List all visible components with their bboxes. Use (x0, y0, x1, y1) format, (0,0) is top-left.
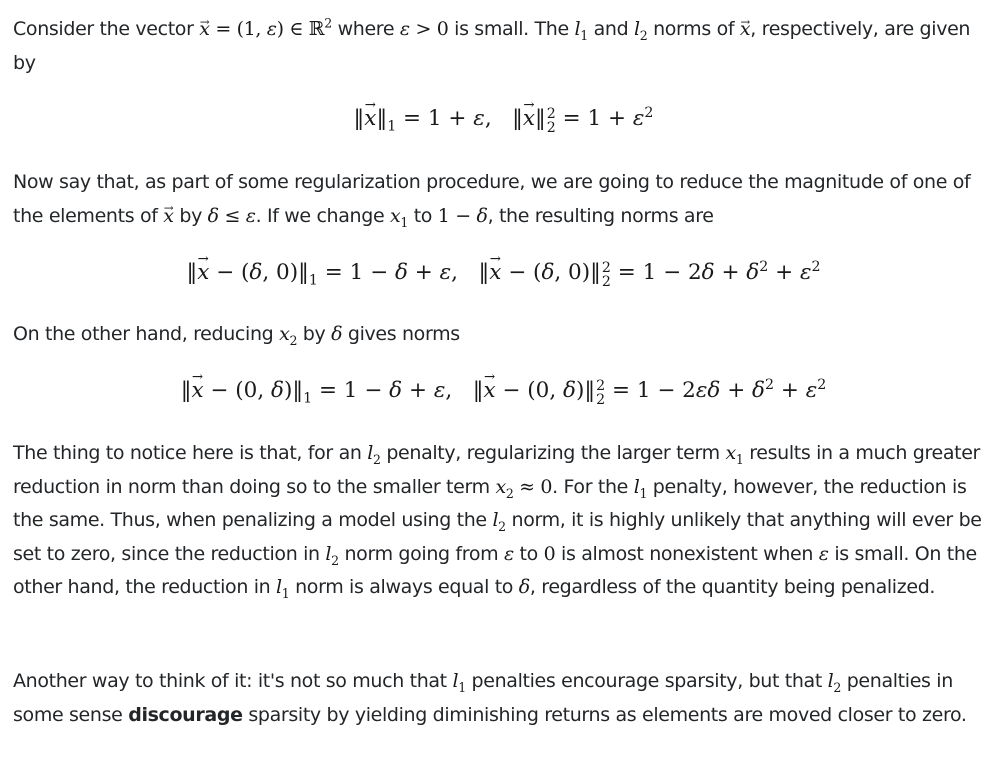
math-l1: $l_1$ (276, 576, 290, 602)
p2-text-d: to (413, 204, 433, 227)
math-l2: $l_2$ (325, 542, 339, 568)
math-vec-x: → x (163, 205, 173, 227)
p4-text-b: penalty, regularizing the larger term (386, 442, 720, 464)
p5-text-b: penalties encourage sparsity, but that (471, 670, 822, 692)
math-l1: $l_1$ (574, 18, 588, 43)
p4-text-e: penalty, however, the reduction is the same. Thus, when penalizing a model using the (13, 475, 967, 532)
p4-text-d: . For the (552, 475, 628, 498)
p4-text-i: is almost nonexistent when (561, 542, 814, 565)
p4-text-l: , regardless of the quantity being penalized. (529, 576, 936, 599)
math-x1: $x_1$ (390, 204, 408, 230)
math-eps: ε (818, 542, 829, 565)
p4-text-f: norm, it is highly unlikely that anything will ever be set to zero, since the reduction in (13, 509, 982, 565)
p1-text-a: Consider the vector (13, 18, 194, 40)
math-vec-x: → x (740, 18, 750, 40)
p4-text-j: is small. On the other hand, the reduction in (13, 542, 977, 599)
math-l1: $l_1$ (633, 475, 648, 501)
p4-text-a: The thing to notice here is that, for an (13, 442, 362, 464)
math-eps-positive: ε > 0 (399, 18, 449, 40)
p1-text-c: is small. The (454, 18, 569, 40)
math-l2: $l_2$ (634, 18, 648, 43)
p2-text-b: by (179, 204, 202, 227)
equation-norms-original: ‖→ $x‖_1 = 1 + \varepsilon$, ‖→ x‖ 2 2 = $1 + \varepsilon^2$ (0, 106, 1007, 135)
paragraph-1 (13, 13, 998, 80)
p1-text-d: and (593, 18, 629, 40)
bold-discourage: discourage (128, 703, 243, 726)
p2-text-e: , the resulting norms are (487, 204, 714, 227)
equation-norms-reduce-x1: ‖→ x − (δ, $0)‖_1 = 1 - \delta + \varepsilon$, ‖→ x − (δ, 0)‖ 2 2 = $1 - 2\delta + \delta^2 + \varepsilon^2$ (0, 260, 1007, 289)
math-one-minus-delta: 1 − δ (437, 204, 488, 227)
math-x1: $x_1$ (725, 442, 744, 467)
p3-text-c: gives norms (347, 323, 460, 345)
p3-text-b: by (302, 323, 326, 345)
p4-text-g: norm going from (344, 542, 499, 565)
math-vector-def: → x = (1, ε) ∈ ℝ$^2$ (199, 18, 332, 40)
p5-text-d: sparsity by yielding diminishing returns as elements are moved closer to zero. (248, 703, 967, 726)
math-l2: $l_2$ (827, 670, 842, 695)
paragraph-2 (13, 166, 998, 233)
paragraph-3 (13, 318, 998, 352)
math-delta-le-eps: δ ≤ ε (207, 204, 256, 227)
p3-text-a: On the other hand, reducing (13, 323, 274, 345)
p1-text-e: norms of (653, 18, 735, 40)
math-l2: $l_2$ (367, 442, 381, 467)
p5-text-a: Another way to think of it: it's not so much that (13, 670, 447, 692)
math-zero: 0 (543, 542, 556, 565)
math-l2: $l_2$ (492, 509, 506, 534)
p1-text-b: where (337, 18, 395, 40)
p5-text-c: penalties in some sense (13, 670, 953, 726)
p2-text-a: Now say that, as part of some regularization procedure, we are going to reduce the magnitude of one of the elements of (13, 171, 971, 227)
math-delta: δ (331, 323, 343, 345)
p4-text-k: norm is always equal to (295, 576, 514, 599)
p2-text-c: . If we change (255, 204, 385, 227)
math-x2-approx-zero: $x_2 \approx 0$ (495, 475, 553, 501)
equation-norms-reduce-x2: ‖→ x − (0, $\delta)‖_1 = 1 - \delta + \varepsilon$, ‖→ x − (0, δ)‖ 2 2 = $1 - 2\varepsilon\delta + \delta^2 + \varepsilon^2$ (0, 378, 1007, 407)
math-l1: $l_1$ (452, 670, 466, 695)
p4-text-h: to (519, 542, 538, 565)
p4-text-c: results in a much greater reduction in norm than doing so to the smaller term (13, 442, 981, 498)
paragraph-5 (13, 665, 998, 732)
p1-text-f: , respectively, are given by (13, 18, 971, 74)
math-eps: ε (503, 542, 514, 565)
math-x2: $x_2$ (279, 323, 298, 348)
math-delta: δ (518, 576, 530, 599)
paragraph-4 (13, 437, 998, 605)
